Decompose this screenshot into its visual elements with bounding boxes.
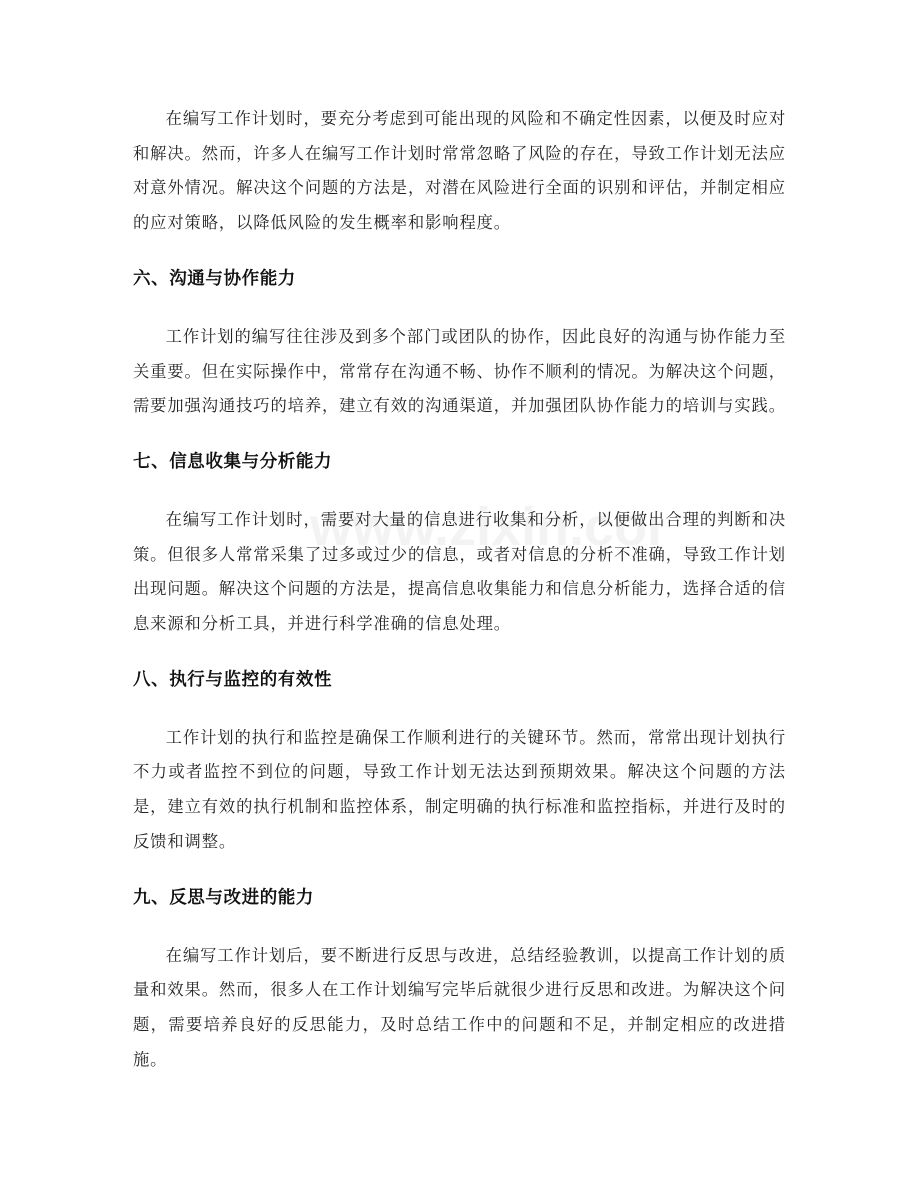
paragraph-information: 在编写工作计划时，需要对大量的信息进行收集和分析，以便做出合理的判断和决策。但很多人常常采集了过多或过少的信息，或者对信息的分析不准确，导致工作计划出现问题。解决这个问题的方法是，提高信息收集能力和信息分析能力，选择合适的信息来源和分析工具，并进行科学准确的信息处理。: [133, 509, 786, 634]
spacer: [133, 296, 786, 320]
spacer: [133, 424, 786, 445]
heading-execution: 八、执行与监控的有效性: [133, 669, 333, 690]
spacer: [133, 697, 786, 721]
paragraph-communication: 工作计划的编写往往涉及到多个部门或团队的协作，因此良好的沟通与协作能力至关重要。但在实际操作中，常常存在沟通不畅、协作不顺利的情况。为解决这个问题，需要加强沟通技巧的培养，建立有效的沟通渠道，并加强团队协作能力的培训与实践。: [133, 326, 786, 416]
paragraph-risk: 在编写工作计划时，要充分考虑到可能出现的风险和不确定性因素，以便及时应对和解决。然而，许多人在编写工作计划时常常忽略了风险的存在，导致工作计划无法应对意外情况。解决这个问题的方法是，对潜在风险进行全面的识别和评估，并制定相应的应对策略，以降低风险的发生概率和影响程度。: [133, 109, 786, 233]
spacer: [133, 642, 786, 663]
spacer: [133, 915, 786, 939]
paragraph-reflection: 在编写工作计划后，要不断进行反思与改进，总结经验教训，以提高工作计划的质量和效果。然而，很多人在工作计划编写完毕后就很少进行反思和改进。为解决这个问题，需要培养良好的反思能力，及时总结工作中的问题和不足，并制定相应的改进措施。: [133, 945, 786, 1069]
heading-information: 七、信息收集与分析能力: [133, 451, 333, 472]
watermark-text: www.zixin.co: [310, 497, 648, 557]
spacer: [133, 479, 786, 503]
document-page: [133, 102, 786, 1077]
heading-reflection: 九、反思与改进的能力: [133, 887, 314, 908]
paragraph-execution: 工作计划的执行和监控是确保工作顺利进行的关键环节。然而，常常出现计划执行不力或者监控不到位的问题，导致工作计划无法达到预期效果。解决这个问题的方法是，建立有效的执行机制和监控体系，制定明确的执行标准和监控指标，并进行及时的反馈和调整。: [133, 727, 786, 851]
heading-communication: 六、沟通与协作能力: [133, 268, 296, 289]
spacer: [133, 860, 786, 881]
spacer: [133, 241, 786, 262]
